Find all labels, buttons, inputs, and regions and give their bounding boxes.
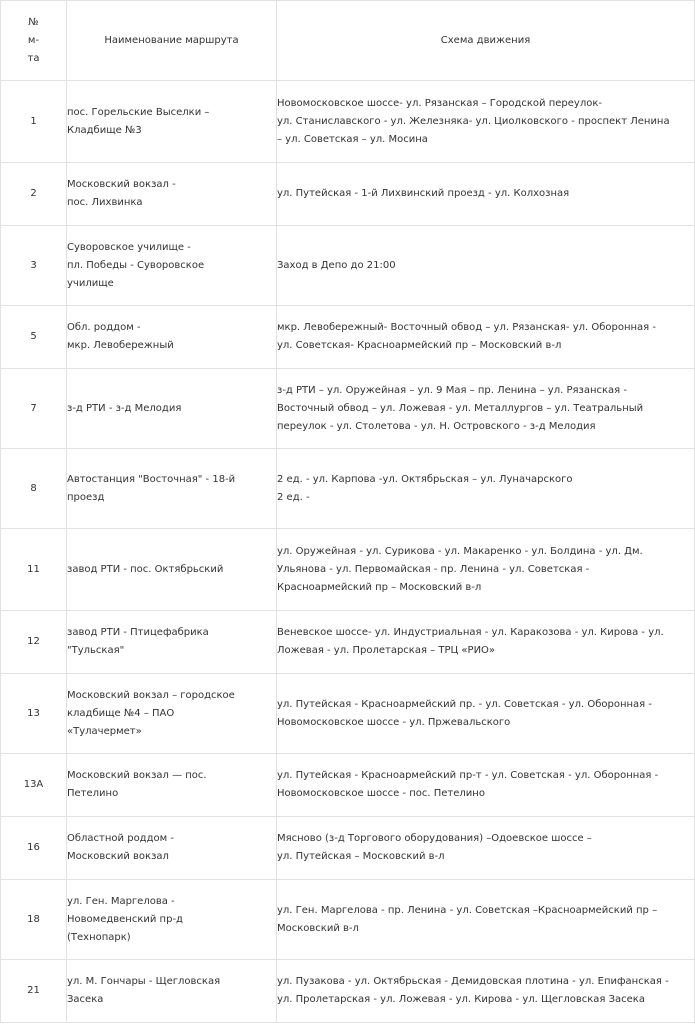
header-route-name	[67, 1, 277, 81]
route-number: 12	[27, 636, 40, 647]
route-scheme-cell	[277, 674, 695, 754]
route-name-cell	[67, 449, 277, 529]
header-route-scheme-text: Схема движения	[440, 34, 531, 46]
route-scheme: ул. Пузакова - ул. Октябрьская - Демидовская плотина - ул. Епифанская - ул. Пролетарская - ул. Ложевая - ул. Кирова - ул. Щегловская Засека	[277, 976, 669, 1005]
route-name: Суворовское училище - пл. Победы - Суворовское училище	[67, 241, 205, 289]
route-name: Московский вокзал - пос. Лихвинка	[67, 179, 176, 208]
route-name: завод РТИ - Птицефабрика "Тульская"	[67, 627, 209, 656]
route-number-cell	[1, 306, 67, 369]
route-name-cell	[67, 306, 277, 369]
route-scheme-cell	[277, 960, 695, 1023]
route-scheme-cell	[277, 306, 695, 369]
header-route-number-text: № м- та	[27, 16, 40, 64]
route-number: 3	[30, 259, 37, 271]
route-name-cell	[67, 81, 277, 163]
route-scheme-cell	[277, 226, 695, 306]
table-row	[1, 529, 695, 611]
header-route-scheme	[277, 1, 695, 81]
route-number: 1	[30, 115, 37, 127]
route-name-cell	[67, 226, 277, 306]
route-name-cell	[67, 163, 277, 226]
route-name-cell	[67, 880, 277, 960]
route-scheme-cell	[277, 449, 695, 529]
route-scheme: Веневское шоссе- ул. Индустриальная - ул. Каракозова - ул. Кирова - ул. Ложевая - ул. Пролетарская – ТРЦ «РИО»	[277, 627, 664, 656]
header-route-number	[1, 1, 67, 81]
table-row	[1, 226, 695, 306]
route-name: пос. Горельские Выселки – Кладбище №3	[67, 106, 210, 136]
route-number-cell	[1, 529, 67, 611]
route-scheme-cell	[277, 817, 695, 880]
route-scheme-cell	[277, 880, 695, 960]
route-name-cell	[67, 960, 277, 1023]
route-number-cell	[1, 449, 67, 529]
table-row	[1, 306, 695, 369]
header-route-name-text: Наименование маршрута	[104, 34, 239, 46]
route-scheme-cell	[277, 611, 695, 674]
route-name-cell	[67, 611, 277, 674]
route-scheme-cell	[277, 529, 695, 611]
route-number-cell	[1, 817, 67, 880]
route-name-cell	[67, 754, 277, 817]
route-number-cell	[1, 369, 67, 449]
table-row	[1, 754, 695, 817]
route-name: ул. Ген. Маргелова - Новомедвенский пр-д (Технопарк)	[67, 895, 183, 943]
route-name: ул. М. Гончары - Щегловская Засека	[67, 976, 221, 1005]
table-row	[1, 817, 695, 880]
route-number-cell	[1, 674, 67, 754]
route-scheme-cell	[277, 369, 695, 449]
route-number: 13	[27, 707, 40, 719]
route-scheme: ул. Путейская - Красноармейский пр. - ул. Советская - ул. Оборонная - Новомосковское шоссе - ул. Пржевальского	[277, 698, 652, 728]
route-name-cell	[67, 529, 277, 611]
route-scheme: мкр. Левобережный- Восточный обвод – ул. Рязанская- ул. Оборонная - ул. Советская- Красноармейский пр – Московский в-л	[277, 322, 656, 351]
route-scheme: з-д РТИ – ул. Оружейная – ул. 9 Мая – пр. Ленина – ул. Рязанская - Восточный обвод – ул. Ложевая - ул. Металлургов – ул. Театральный переулок - ул. Столетова - ул. Н. Островского - з-д Мелодия	[277, 384, 644, 432]
route-scheme: ул. Ген. Маргелова - пр. Ленина - ул. Советская –Красноармейский пр – Московский в-л	[277, 904, 658, 934]
route-name: з-д РТИ - з-д Мелодия	[67, 402, 182, 414]
route-scheme: Новомосковское шоссе- ул. Рязанская – Городской переулок- ул. Станиславского - ул. Железняка- ул. Циолковского - проспект Ленина – ул. Советская – ул. Мосина	[277, 97, 670, 145]
route-number: 18	[27, 913, 40, 925]
route-scheme-cell	[277, 163, 695, 226]
table-row	[1, 163, 695, 226]
table-row	[1, 449, 695, 529]
route-name: Московский вокзал – городское кладбище №4 – ПАО «Тулачермет»	[67, 689, 235, 737]
route-number: 7	[30, 402, 37, 414]
route-scheme-cell	[277, 754, 695, 817]
table-row	[1, 674, 695, 754]
route-name: завод РТИ - пос. Октябрьский	[67, 563, 224, 575]
route-scheme-cell	[277, 81, 695, 163]
route-number-cell	[1, 611, 67, 674]
route-name: Обл. роддом - мкр. Левобережный	[67, 322, 174, 351]
route-number-cell	[1, 163, 67, 226]
route-scheme: 2 ед. - ул. Карпова -ул. Октябрьская – ул. Луначарского 2 ед. -	[277, 473, 573, 503]
table-row	[1, 960, 695, 1023]
route-name: Областной роддом - Московский вокзал	[67, 833, 174, 862]
route-name-cell	[67, 674, 277, 754]
route-name: Московский вокзал — пос. Петелино	[67, 770, 207, 799]
route-name-cell	[67, 817, 277, 880]
route-number-cell	[1, 226, 67, 306]
table-row	[1, 369, 695, 449]
route-scheme: Мясново (з-д Торгового оборудования) –Одоевское шоссе – ул. Путейская – Московский в-л	[277, 833, 592, 862]
route-scheme: ул. Путейская - Красноармейский пр-т - ул. Советская - ул. Оборонная - Новомосковское шоссе - пос. Петелино	[277, 770, 659, 799]
route-name-cell	[67, 369, 277, 449]
route-number-cell	[1, 960, 67, 1023]
route-number: 16	[27, 842, 40, 853]
route-number-cell	[1, 754, 67, 817]
table-row	[1, 611, 695, 674]
route-number: 11	[27, 563, 40, 575]
table-row	[1, 880, 695, 960]
route-number: 2	[30, 188, 37, 199]
route-scheme: ул. Оружейная - ул. Сурикова - ул. Макаренко - ул. Болдина - ул. Дм. Ульянова - ул. Первомайская - пр. Ленина - ул. Советская - Красноармейский пр – Московский в-л	[277, 545, 643, 593]
route-number: 13А	[23, 779, 44, 790]
header-row	[1, 1, 695, 81]
table-row	[1, 81, 695, 163]
route-number: 21	[27, 985, 40, 996]
route-number: 8	[30, 482, 37, 494]
route-number: 5	[30, 331, 37, 342]
route-name: Автостанция "Восточная" - 18-й проезд	[67, 473, 236, 503]
route-scheme: ул. Путейская - 1-й Лихвинский проезд - ул. Колхозная	[277, 188, 570, 199]
route-number-cell	[1, 880, 67, 960]
route-number-cell	[1, 81, 67, 163]
route-scheme: Заход в Депо до 21:00	[277, 259, 396, 271]
